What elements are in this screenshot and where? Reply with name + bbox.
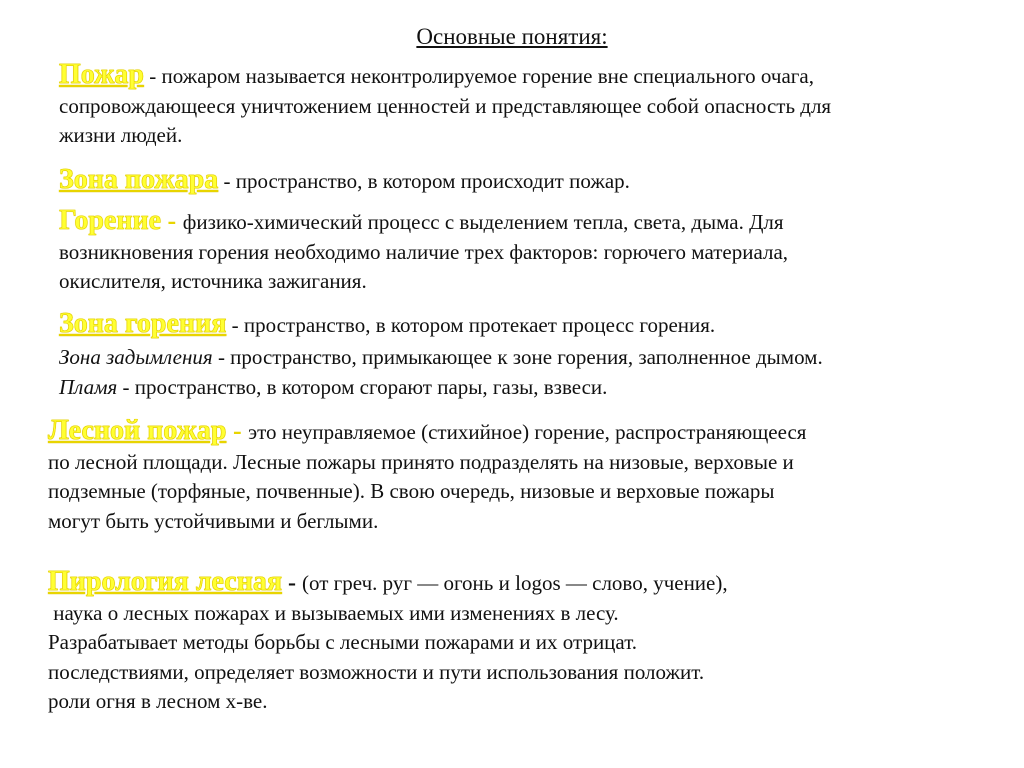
definition-lesnoy-pozhar	[48, 416, 806, 536]
definition-text: (от греч. руг — огонь и logos — слово, учение),	[302, 571, 728, 595]
definition-text: пространство, в котором протекает процесс горения.	[243, 313, 716, 337]
definition-pirologia	[48, 567, 728, 717]
definition-zona-gorenia	[59, 309, 715, 341]
definition-line	[48, 416, 806, 448]
term-zona-gorenia: Зона горения	[59, 308, 227, 339]
definition-gorenie	[59, 206, 788, 297]
definition-line: окислителя, источника зажигания.	[59, 269, 367, 293]
definition-line: могут быть устойчивыми и беглыми.	[48, 508, 379, 533]
definition-text: это неуправляемое (стихийное) горение, распространяющееся	[248, 420, 807, 444]
term-dash: -	[143, 64, 162, 88]
definition-line	[59, 309, 715, 341]
definition-line: по лесной площади. Лесные пожары принято подразделять на низовые, верховые и	[48, 449, 794, 474]
definition-line: роли огня в лесном х-ве.	[48, 689, 268, 713]
definition-text: физико-химический процесс с выделением тепла, света, дыма. Для	[182, 210, 784, 234]
slide-title: Основные понятия:	[416, 24, 608, 49]
definition-line	[59, 60, 831, 92]
definition-plamya	[59, 373, 607, 403]
term-lesnoy-pozhar: Лесной пожар	[48, 415, 227, 446]
definition-text: пожаром называется неконтролируемое горение вне специального очага,	[161, 64, 814, 88]
definition-text: - пространство, примыкающее к зоне горения, заполненное дымом.	[212, 345, 823, 369]
definition-text: пространство, в котором происходит пожар.	[235, 169, 630, 193]
definition-line: наука о лесных пожарах и вызываемых ими изменениях в лесу.	[48, 600, 619, 625]
definition-line: жизни людей.	[59, 123, 183, 147]
term-dash: -	[282, 570, 303, 596]
term-dash: -	[226, 416, 249, 445]
definition-line: возникновения горения необходимо наличие трех факторов: горючего материала,	[59, 239, 789, 264]
term-gorenie: Горение	[59, 205, 162, 236]
term-dash: -	[226, 313, 244, 337]
definition-line	[48, 567, 728, 599]
definition-line	[59, 206, 788, 238]
definition-line	[59, 165, 630, 197]
definition-pozhar	[59, 60, 831, 151]
definition-zona-pozhara	[59, 165, 630, 197]
term-plamya: Пламя	[59, 375, 118, 399]
definition-line: Разрабатывает методы борьбы с лесными пожарами и их отрицат.	[48, 630, 638, 654]
term-pozhar: Пожар	[59, 59, 144, 90]
definition-line	[59, 343, 823, 373]
definition-line	[59, 373, 607, 403]
term-dash: -	[218, 169, 236, 193]
definition-text: - пространство, в котором сгорают пары, газы, взвеси.	[117, 375, 608, 399]
term-zona-pozhara: Зона пожара	[59, 164, 219, 195]
definition-line: подземные (торфяные, почвенные). В свою очередь, низовые и верховые пожары	[48, 479, 775, 503]
definition-zona-zadymlenia	[59, 343, 823, 373]
definition-line: сопровождающееся уничтожением ценностей и представляющее собой опасность для	[59, 93, 832, 118]
term-dash: -	[161, 206, 183, 235]
definition-line: последствиями, определяет возможности и пути использования положит.	[48, 659, 705, 684]
term-zona-zadymlenia: Зона задымления	[59, 345, 213, 369]
term-pirologia: Пирология лесная	[48, 566, 283, 597]
